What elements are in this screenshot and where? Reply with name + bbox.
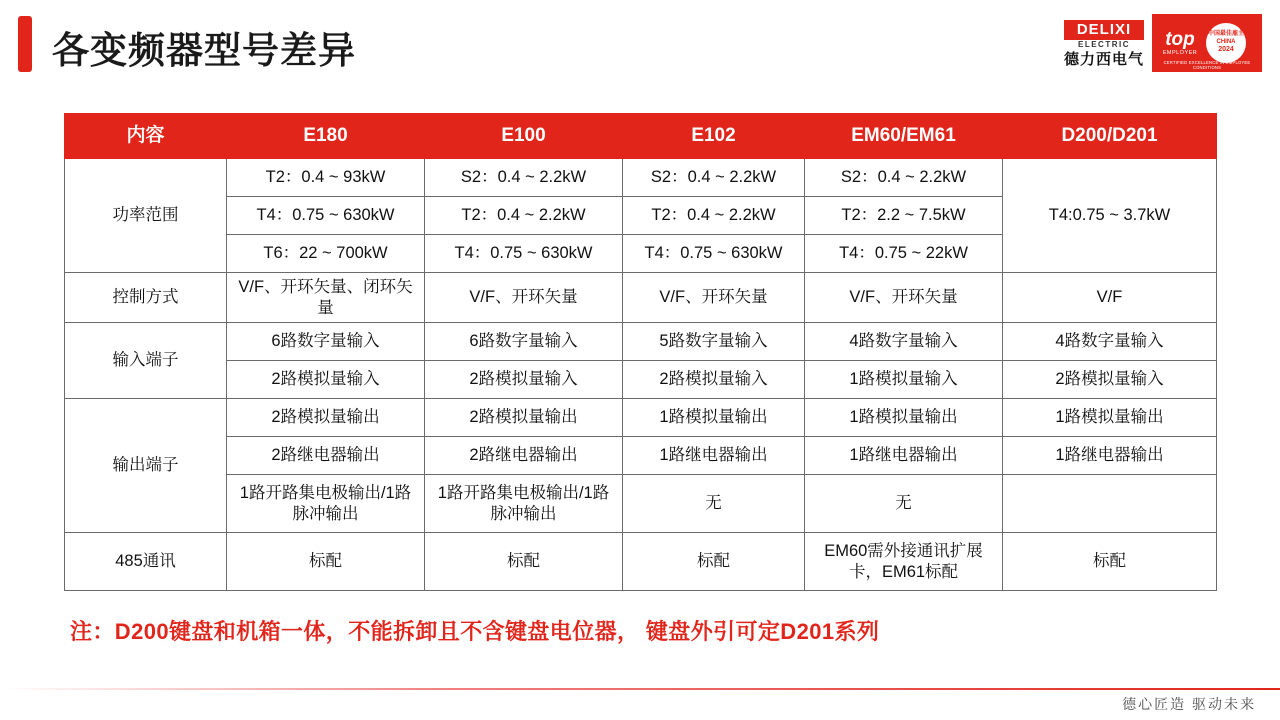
- cell-output-d200-1: 1路模拟量输出: [1003, 399, 1217, 437]
- cell-control-d200: V/F: [1003, 273, 1217, 323]
- cell-input-d200-2: 2路模拟量输入: [1003, 361, 1217, 399]
- cell-comm-e102: 标配: [623, 533, 805, 591]
- col-header-d200: D200/D201: [1003, 114, 1217, 159]
- cell-output-e100-3: 1路开路集电极输出/1路脉冲输出: [425, 475, 623, 533]
- cell-power-e102-2: T2：0.4 ~ 2.2kW: [623, 197, 805, 235]
- cell-output-d200-2: 1路继电器输出: [1003, 437, 1217, 475]
- col-header-e180: E180: [227, 114, 425, 159]
- table-row: [65, 475, 1217, 533]
- cell-input-e102-2: 2路模拟量输入: [623, 361, 805, 399]
- delixi-brand-en-sub: ELECTRIC: [1077, 39, 1130, 49]
- table-row: [65, 399, 1217, 437]
- row-header-control-mode: 控制方式: [65, 273, 227, 323]
- cell-input-d200-1: 4路数字量输入: [1003, 323, 1217, 361]
- cell-input-e180-2: 2路模拟量输入: [227, 361, 425, 399]
- cell-comm-e100: 标配: [425, 533, 623, 591]
- cell-power-e100-2: T2：0.4 ~ 2.2kW: [425, 197, 623, 235]
- cell-output-e102-1: 1路模拟量输出: [623, 399, 805, 437]
- table-row: [65, 437, 1217, 475]
- logo-area: [1064, 14, 1262, 72]
- cell-power-e102-3: T4：0.75 ~ 630kW: [623, 235, 805, 273]
- col-header-em60: EM60/EM61: [805, 114, 1003, 159]
- seal-en-text: CHINA: [1216, 38, 1236, 45]
- cell-input-e100-1: 6路数字量输入: [425, 323, 623, 361]
- delixi-brand-cn: 德力西电气: [1063, 50, 1144, 68]
- cell-output-d200-3: [1003, 475, 1217, 533]
- cell-power-e180-3: T6：22 ~ 700kW: [227, 235, 425, 273]
- cell-input-em60-2: 1路模拟量输入: [805, 361, 1003, 399]
- comparison-table-wrap: [64, 113, 1216, 591]
- cell-power-em60-2: T2：2.2 ~ 7.5kW: [805, 197, 1003, 235]
- cell-power-d200: T4:0.75 ~ 3.7kW: [1003, 159, 1217, 273]
- table-row: [65, 361, 1217, 399]
- page-title: 各变频器型号差异: [52, 30, 356, 71]
- cell-input-em60-1: 4路数字量输入: [805, 323, 1003, 361]
- cell-output-e180-3: 1路开路集电极输出/1路脉冲输出: [227, 475, 425, 533]
- delixi-logo: [1064, 20, 1148, 67]
- footer-slogan: 德心匠造 驱动未来: [1122, 696, 1256, 712]
- cell-output-em60-3: 无: [805, 475, 1003, 533]
- footnote-text: 注：D200键盘和机箱一体，不能拆卸且不含键盘电位器， 键盘外引可定D201系列: [70, 619, 880, 644]
- top-employer-footer: CERTIFIED EXCELLENCE IN EMPLOYEE CONDITIONS: [1163, 60, 1251, 70]
- cell-power-e102-1: S2：0.4 ~ 2.2kW: [623, 159, 805, 197]
- footer-divider: [0, 688, 1280, 690]
- cell-output-e180-2: 2路继电器输出: [227, 437, 425, 475]
- table-row: [65, 273, 1217, 323]
- cell-power-e100-3: T4：0.75 ~ 630kW: [425, 235, 623, 273]
- cell-output-e102-3: 无: [623, 475, 805, 533]
- table-row: [65, 533, 1217, 591]
- table-header-row: [65, 114, 1217, 159]
- seal-year: 2024: [1218, 46, 1234, 54]
- slide-header: [0, 0, 1280, 90]
- row-header-input-terminal: 输入端子: [65, 323, 227, 399]
- table-row: [65, 323, 1217, 361]
- top-employer-seal-icon: [1206, 23, 1246, 63]
- top-employer-badge: [1152, 14, 1262, 72]
- cell-output-e180-1: 2路模拟量输出: [227, 399, 425, 437]
- cell-output-e102-2: 1路继电器输出: [623, 437, 805, 475]
- cell-output-em60-1: 1路模拟量输出: [805, 399, 1003, 437]
- cell-power-e100-1: S2：0.4 ~ 2.2kW: [425, 159, 623, 197]
- row-header-485-comm: 485通讯: [65, 533, 227, 591]
- cell-output-e100-1: 2路模拟量输出: [425, 399, 623, 437]
- top-employer-word: top: [1165, 28, 1195, 50]
- cell-comm-em60: EM60需外接通讯扩展卡，EM61标配: [805, 533, 1003, 591]
- cell-input-e180-1: 6路数字量输入: [227, 323, 425, 361]
- col-header-content: 内容: [65, 114, 227, 159]
- cell-input-e100-2: 2路模拟量输入: [425, 361, 623, 399]
- cell-output-e100-2: 2路继电器输出: [425, 437, 623, 475]
- seal-cn-text: 中国最佳雇主: [1207, 31, 1244, 38]
- row-header-power-range: 功率范围: [65, 159, 227, 273]
- slide-footer: [0, 676, 1280, 720]
- cell-power-e180-2: T4：0.75 ~ 630kW: [227, 197, 425, 235]
- col-header-e102: E102: [623, 114, 805, 159]
- comparison-table: [64, 113, 1217, 591]
- cell-control-em60: V/F、开环矢量: [805, 273, 1003, 323]
- cell-input-e102-1: 5路数字量输入: [623, 323, 805, 361]
- cell-control-e180: V/F、开环矢量、闭环矢量: [227, 273, 425, 323]
- row-header-output-terminal: 输出端子: [65, 399, 227, 533]
- cell-comm-d200: 标配: [1003, 533, 1217, 591]
- cell-power-em60-1: S2：0.4 ~ 2.2kW: [805, 159, 1003, 197]
- top-employer-text: [1156, 30, 1204, 57]
- col-header-e100: E100: [425, 114, 623, 159]
- delixi-brand-en: DELIXI: [1064, 20, 1144, 40]
- title-accent-bar: [18, 16, 32, 72]
- cell-power-e180-1: T2：0.4 ~ 93kW: [227, 159, 425, 197]
- cell-control-e102: V/F、开环矢量: [623, 273, 805, 323]
- cell-power-em60-3: T4：0.75 ~ 22kW: [805, 235, 1003, 273]
- cell-comm-e180: 标配: [227, 533, 425, 591]
- table-row: [65, 159, 1217, 197]
- top-employer-sub: EMPLOYER: [1162, 49, 1198, 56]
- cell-control-e100: V/F、开环矢量: [425, 273, 623, 323]
- cell-output-em60-2: 1路继电器输出: [805, 437, 1003, 475]
